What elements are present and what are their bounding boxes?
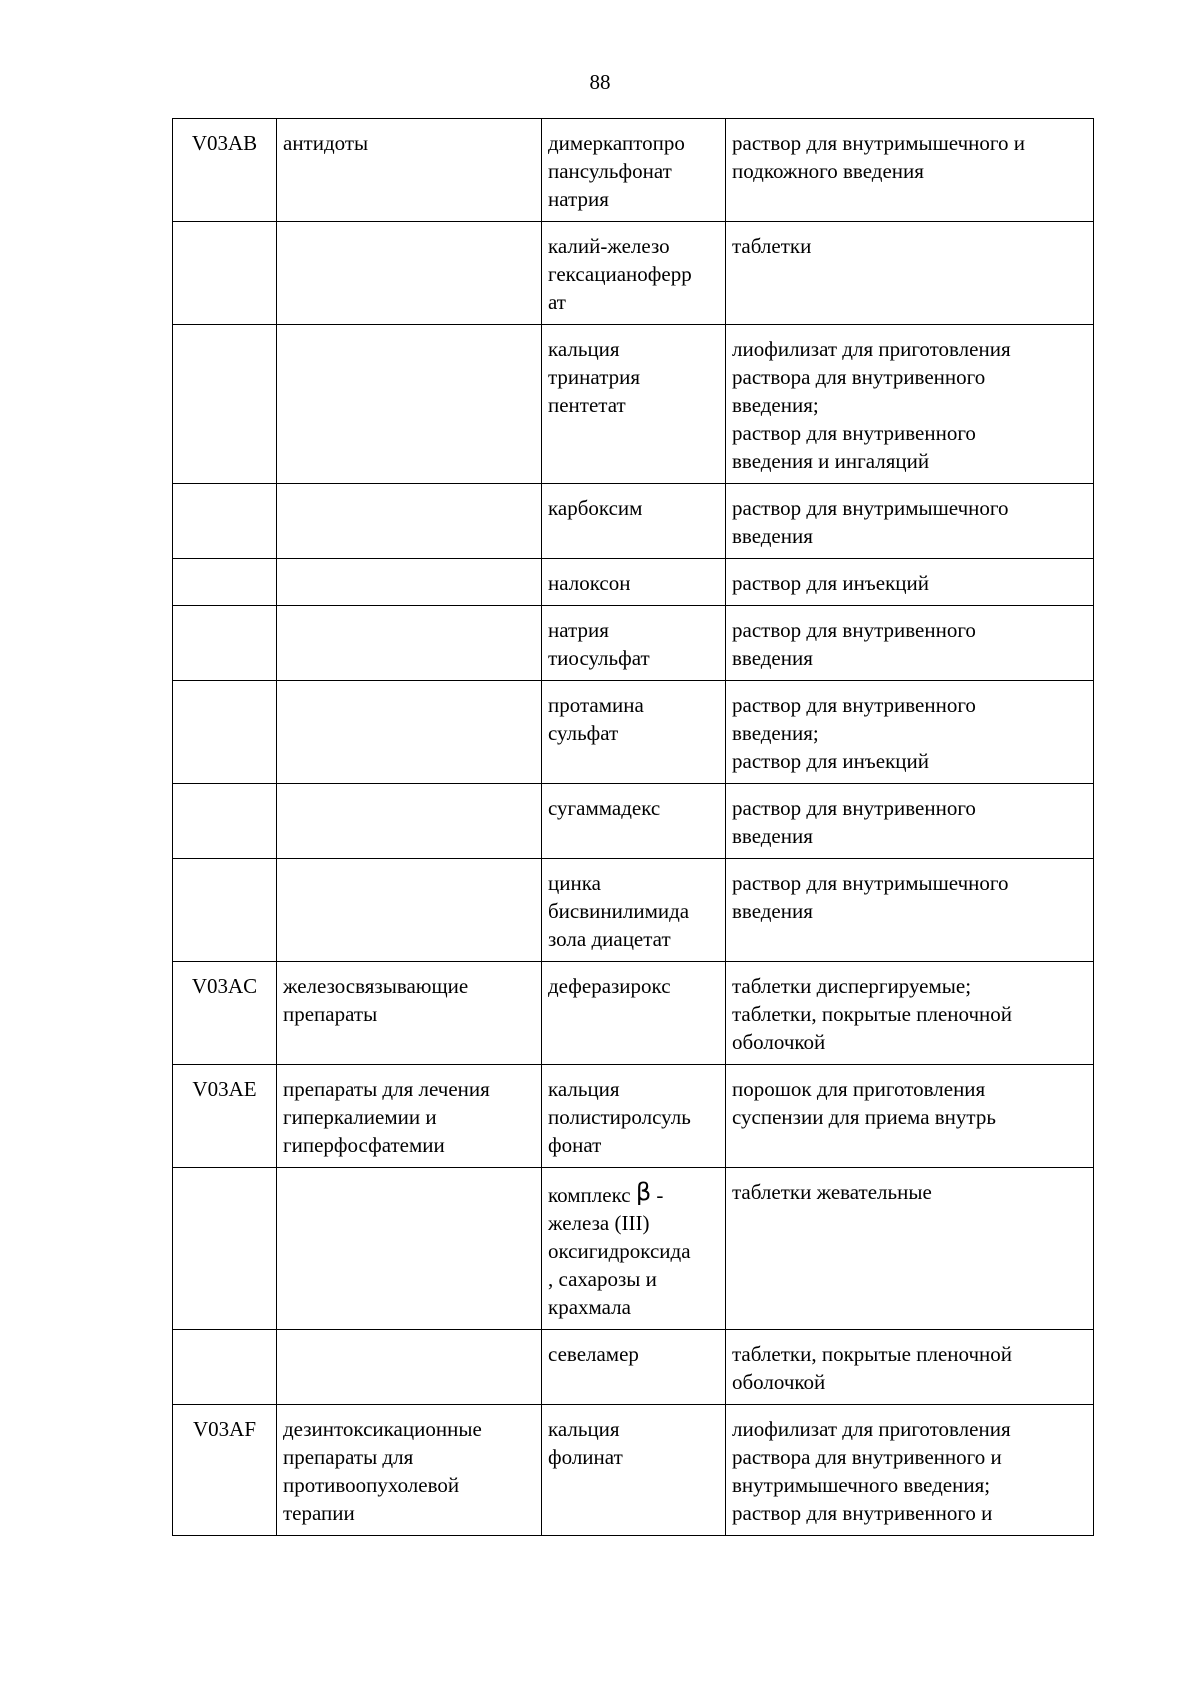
group-cell [277,784,542,859]
group-cell [277,1330,542,1405]
drug-name-cell: деферазирокс [542,962,726,1065]
table-row [173,559,1094,606]
drug-name-cell: димеркаптопро пансульфонат натрия [542,119,726,222]
page-number: 88 [589,70,611,94]
dosage-form-cell: раствор для внутримышечного введения [726,859,1094,962]
table-row [173,859,1094,962]
group-cell: антидоты [277,119,542,222]
drug-table [172,118,1094,1536]
group-cell [277,1168,542,1330]
dosage-form-cell: раствор для внутримышечного введения [726,484,1094,559]
atc-code-cell [173,859,277,962]
drug-name-cell: протамина сульфат [542,681,726,784]
atc-code-cell [173,559,277,606]
dosage-form-cell: порошок для приготовления суспензии для приема внутрь [726,1065,1094,1168]
group-cell: железосвязывающие препараты [277,962,542,1065]
group-cell [277,681,542,784]
table-row [173,484,1094,559]
dosage-form-cell: раствор для внутримышечного и подкожного введения [726,119,1094,222]
atc-code-cell: V03AE [173,1065,277,1168]
group-cell [277,606,542,681]
dosage-form-cell: раствор для внутривенного введения [726,606,1094,681]
drug-name-cell [542,1168,726,1330]
dosage-form-cell: раствор для внутривенного введения; раствор для инъекций [726,681,1094,784]
dosage-form-cell: раствор для внутривенного введения [726,784,1094,859]
drug-name-part: комплекс [548,1183,636,1207]
atc-code-cell: V03AB [173,119,277,222]
dosage-form-cell: таблетки жевательные [726,1168,1094,1330]
atc-code-cell [173,1168,277,1330]
atc-code-cell [173,1330,277,1405]
dosage-form-cell: раствор для инъекций [726,559,1094,606]
table-row [173,1330,1094,1405]
atc-code-cell: V03AF [173,1405,277,1536]
dosage-form-cell: таблетки, покрытые пленочной оболочкой [726,1330,1094,1405]
atc-code-cell [173,681,277,784]
drug-name-cell: калий-железо гексацианоферр ат [542,222,726,325]
atc-code-cell [173,606,277,681]
drug-name-cell: севеламер [542,1330,726,1405]
dosage-form-cell: лиофилизат для приготовления раствора для внутривенного и внутримышечного введения; раствор для внутривенного и [726,1405,1094,1536]
atc-code-cell [173,222,277,325]
table-row [173,784,1094,859]
table-row [173,325,1094,484]
beta-symbol: β [635,1178,652,1206]
drug-name-cell: налоксон [542,559,726,606]
atc-code-cell: V03AC [173,962,277,1065]
atc-code-cell [173,325,277,484]
dosage-form-cell: таблетки [726,222,1094,325]
drug-name-cell: сугаммадекс [542,784,726,859]
atc-code-cell [173,784,277,859]
group-cell: препараты для лечения гиперкалиемии и гиперфосфатемии [277,1065,542,1168]
group-cell: дезинтоксикационные препараты для противоопухолевой терапии [277,1405,542,1536]
drug-name-part: - железа (III) оксигидроксида , сахарозы и крахмала [548,1183,691,1319]
table-row [173,222,1094,325]
atc-code-cell [173,484,277,559]
drug-name-cell: натрия тиосульфат [542,606,726,681]
group-cell [277,559,542,606]
dosage-form-cell: лиофилизат для приготовления раствора для внутривенного введения; раствор для внутривенного введения и ингаляций [726,325,1094,484]
group-cell [277,325,542,484]
dosage-form-cell: таблетки диспергируемые; таблетки, покрытые пленочной оболочкой [726,962,1094,1065]
table-row [173,1405,1094,1536]
drug-name-cell: карбоксим [542,484,726,559]
table-row [173,119,1094,222]
table-row [173,1065,1094,1168]
table-row [173,681,1094,784]
table-row [173,606,1094,681]
group-cell [277,859,542,962]
table-row [173,962,1094,1065]
drug-name-cell: кальция фолинат [542,1405,726,1536]
group-cell [277,222,542,325]
group-cell [277,484,542,559]
drug-name-cell: кальция тринатрия пентетат [542,325,726,484]
drug-name-cell: кальция полистиролсуль фонат [542,1065,726,1168]
drug-name-cell: цинка бисвинилимида зола диацетат [542,859,726,962]
table-row [173,1168,1094,1330]
